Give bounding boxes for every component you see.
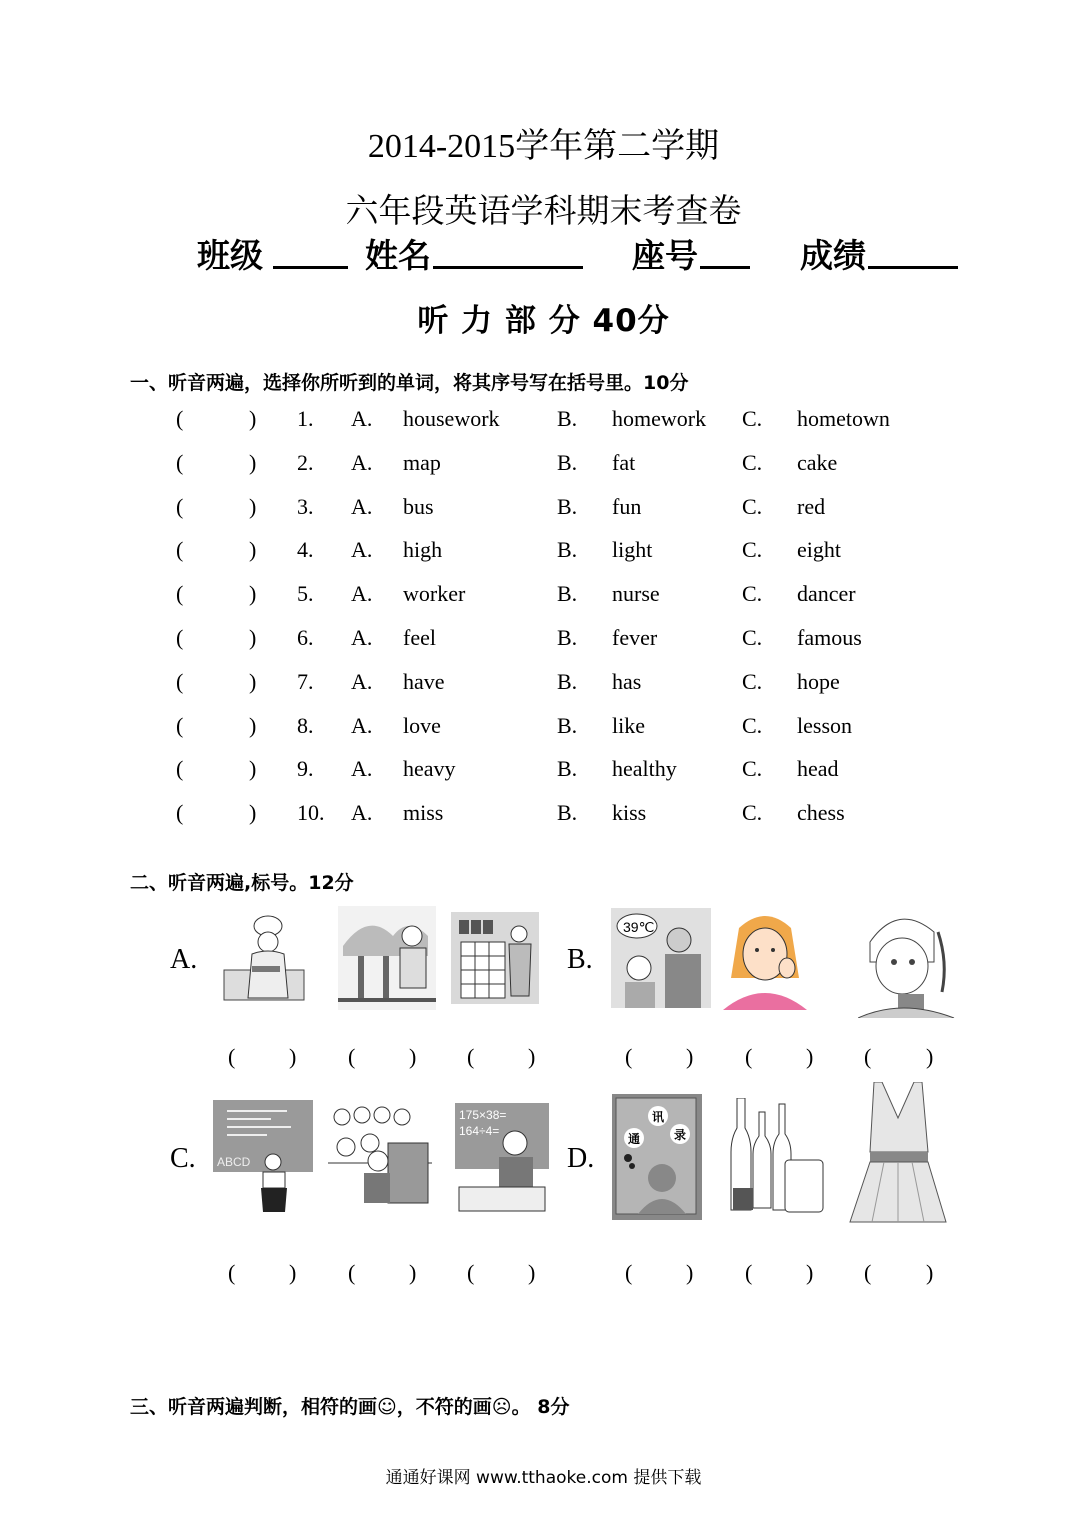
question-number: 7. [297,668,314,694]
answer-paren-open[interactable]: ( [467,1260,475,1285]
option-b-letter: B. [557,581,578,607]
option-b-letter: B. [557,449,578,475]
question-number: 1. [297,406,314,431]
answer-paren-close[interactable]: ) [289,1260,297,1285]
answer-paren-close[interactable]: ) [289,1044,297,1069]
option-b-letter: B. [557,493,578,519]
option-a-letter: A. [351,581,373,607]
option-a-letter: A. [351,668,373,694]
exam-title-year: 2014-2015学年第二学期 [367,128,720,165]
music-class-picture [328,1103,432,1209]
question-number: 4. [297,537,314,563]
option-b-word: nurse [612,581,660,607]
answer-paren-open[interactable]: ( [228,1260,236,1285]
option-b-letter: B. [557,537,578,563]
answer-paren-open[interactable]: ( [745,1260,753,1285]
option-c-letter: C. [742,625,763,650]
option-c-word: dancer [797,581,856,607]
answer-paren-close[interactable]: ) [926,1260,934,1285]
section1-title: 一、听音两遍，选择你所听到的单词，将其序号写在括号里。10分 [130,372,689,394]
question-number: 5. [297,581,314,607]
option-c-word: head [797,756,839,782]
option-a-letter: A. [351,537,373,563]
exam-title-subject: 六年段英语学科期末考查卷 [345,194,742,230]
option-c-word: famous [797,625,862,650]
option-b-word: kiss [612,800,647,826]
paren-close[interactable]: ) [249,712,257,738]
question-row [0,494,1087,524]
option-b-word: light [612,537,653,563]
paren-close[interactable]: ) [249,581,257,607]
option-b-letter: B. [557,406,578,431]
question-number: 9. [297,756,314,782]
answer-paren-close[interactable]: ) [686,1260,694,1285]
option-c-word: hope [797,668,840,694]
option-c-letter: C. [742,537,763,563]
address-book-picture [612,1094,702,1220]
option-a-word: map [403,449,441,475]
paren-close[interactable]: ) [249,800,257,826]
book-char-1: 讯 [652,1110,665,1124]
option-a-word: housework [403,406,500,431]
seat-blank[interactable] [700,266,750,269]
option-a-letter: A. [351,712,373,738]
option-c-letter: C. [742,406,763,431]
paren-close[interactable]: ) [249,537,257,563]
option-c-letter: C. [742,493,763,519]
question-row [0,713,1087,743]
board-math-2: 164÷4= [459,1124,500,1138]
board-math-1: 175×38= [459,1108,507,1122]
class-label: 班级 [197,236,263,275]
paren-open[interactable]: ( [176,406,184,431]
listening-header: 听 力 部 分 40分 [417,303,670,339]
option-a-letter: A. [351,449,373,475]
answer-paren-close[interactable]: ) [926,1044,934,1069]
board-letters: ABCD [217,1155,251,1169]
option-a-word: feel [403,625,436,650]
option-c-word: hometown [797,406,890,431]
question-row [0,800,1087,830]
paren-open[interactable]: ( [176,449,184,475]
question-row [0,406,1087,436]
answer-paren-close[interactable]: ) [686,1044,694,1069]
option-b-word: fever [612,625,658,650]
paren-open[interactable]: ( [176,537,184,563]
paren-close[interactable]: ) [249,449,257,475]
math-teacher-picture [455,1103,549,1213]
option-c-letter: C. [742,581,763,607]
name-label: 姓名 [365,236,431,275]
answer-paren-open[interactable]: ( [467,1044,475,1069]
option-b-word: fat [612,449,636,475]
paren-open[interactable]: ( [176,625,184,650]
thermometer-reading: 39℃ [623,919,655,935]
question-number: 3. [297,493,314,519]
fever-check-picture [611,908,711,1008]
option-b-word: fun [612,493,642,519]
paren-close[interactable]: ) [249,625,257,650]
option-a-word: high [403,537,443,563]
bottles-picture [729,1098,827,1214]
group-d-label: D. [567,1143,595,1174]
option-b-letter: B. [557,625,578,650]
farmer-picture [338,906,436,1010]
class-blank[interactable] [273,266,348,269]
option-a-letter: A. [351,625,373,650]
answer-paren-open[interactable]: ( [864,1260,872,1285]
question-row [0,450,1087,480]
headache-boy-picture [858,902,958,1018]
option-a-word: love [403,712,441,738]
option-a-letter: A. [351,493,373,519]
paren-open[interactable]: ( [176,493,184,519]
answer-paren-open[interactable]: ( [625,1260,633,1285]
option-a-word: worker [403,581,466,607]
paren-open[interactable]: ( [176,712,184,738]
option-a-letter: A. [351,756,373,782]
english-teacher-picture [213,1100,313,1212]
question-row [0,537,1087,567]
answer-paren-close[interactable]: ) [528,1260,536,1285]
paren-open[interactable]: ( [176,800,184,826]
paren-close[interactable]: ) [249,493,257,519]
question-row [0,625,1087,655]
option-c-letter: C. [742,800,763,826]
question-number: 10. [297,800,325,826]
section3-title: 三、听音两遍判断，相符的画☺，不符的画☹。 8分 [130,1396,570,1418]
cook-picture [222,908,314,1010]
option-a-word: have [403,668,445,694]
answer-paren-close[interactable]: ) [806,1044,814,1069]
question-row [0,669,1087,699]
answer-paren-close[interactable]: ) [806,1260,814,1285]
dress-picture [848,1082,948,1230]
question-row [0,581,1087,611]
option-a-word: heavy [403,756,456,782]
section2-title: 二、听音两遍,标号。12分 [130,872,354,894]
option-a-word: bus [403,493,434,519]
option-a-word: miss [403,800,444,826]
answer-paren-open[interactable]: ( [228,1044,236,1069]
option-c-word: chess [797,800,845,826]
group-b-label: B. [567,944,593,975]
answer-paren-close[interactable]: ) [528,1044,536,1069]
option-c-word: cake [797,449,838,475]
question-number: 6. [297,625,314,650]
paren-open[interactable]: ( [176,756,184,782]
option-b-letter: B. [557,712,578,738]
option-b-word: has [612,668,642,694]
chess-player-picture [451,912,539,1004]
paren-close[interactable]: ) [249,756,257,782]
question-number: 2. [297,449,314,475]
paren-open[interactable]: ( [176,581,184,607]
option-c-word: eight [797,537,841,563]
option-b-word: healthy [612,756,677,782]
name-blank[interactable] [433,266,583,269]
group-a-label: A. [170,944,198,975]
answer-paren-open[interactable]: ( [745,1044,753,1069]
answer-paren-open[interactable]: ( [625,1044,633,1069]
option-c-word: red [797,493,826,519]
paren-close[interactable]: ) [249,668,257,694]
option-a-letter: A. [351,406,373,431]
question-number: 8. [297,712,314,738]
answer-paren-close[interactable]: ) [409,1260,417,1285]
footer-source: 通通好课网 www.tthaoke.com 提供下载 [385,1468,702,1488]
option-c-word: lesson [797,712,852,738]
answer-paren-open[interactable]: ( [864,1044,872,1069]
option-b-word: like [612,712,645,738]
option-c-letter: C. [742,756,763,782]
toothache-girl-picture [719,908,811,1010]
paren-close[interactable]: ) [249,406,257,431]
answer-paren-open[interactable]: ( [348,1044,356,1069]
option-a-letter: A. [351,800,373,826]
paren-open[interactable]: ( [176,668,184,694]
answer-paren-close[interactable]: ) [409,1044,417,1069]
option-b-word: homework [612,406,707,431]
group-c-label: C. [170,1143,196,1174]
score-label: 成绩 [800,236,866,275]
option-b-letter: B. [557,800,578,826]
option-c-letter: C. [742,668,763,694]
question-row [0,756,1087,786]
answer-paren-open[interactable]: ( [348,1260,356,1285]
option-c-letter: C. [742,449,763,475]
score-blank[interactable] [868,266,958,269]
option-b-letter: B. [557,756,578,782]
option-c-letter: C. [742,712,763,738]
book-char-2: 通 [628,1132,641,1146]
option-b-letter: B. [557,668,578,694]
book-char-3: 录 [674,1128,687,1142]
seat-label: 座号 [632,236,698,275]
